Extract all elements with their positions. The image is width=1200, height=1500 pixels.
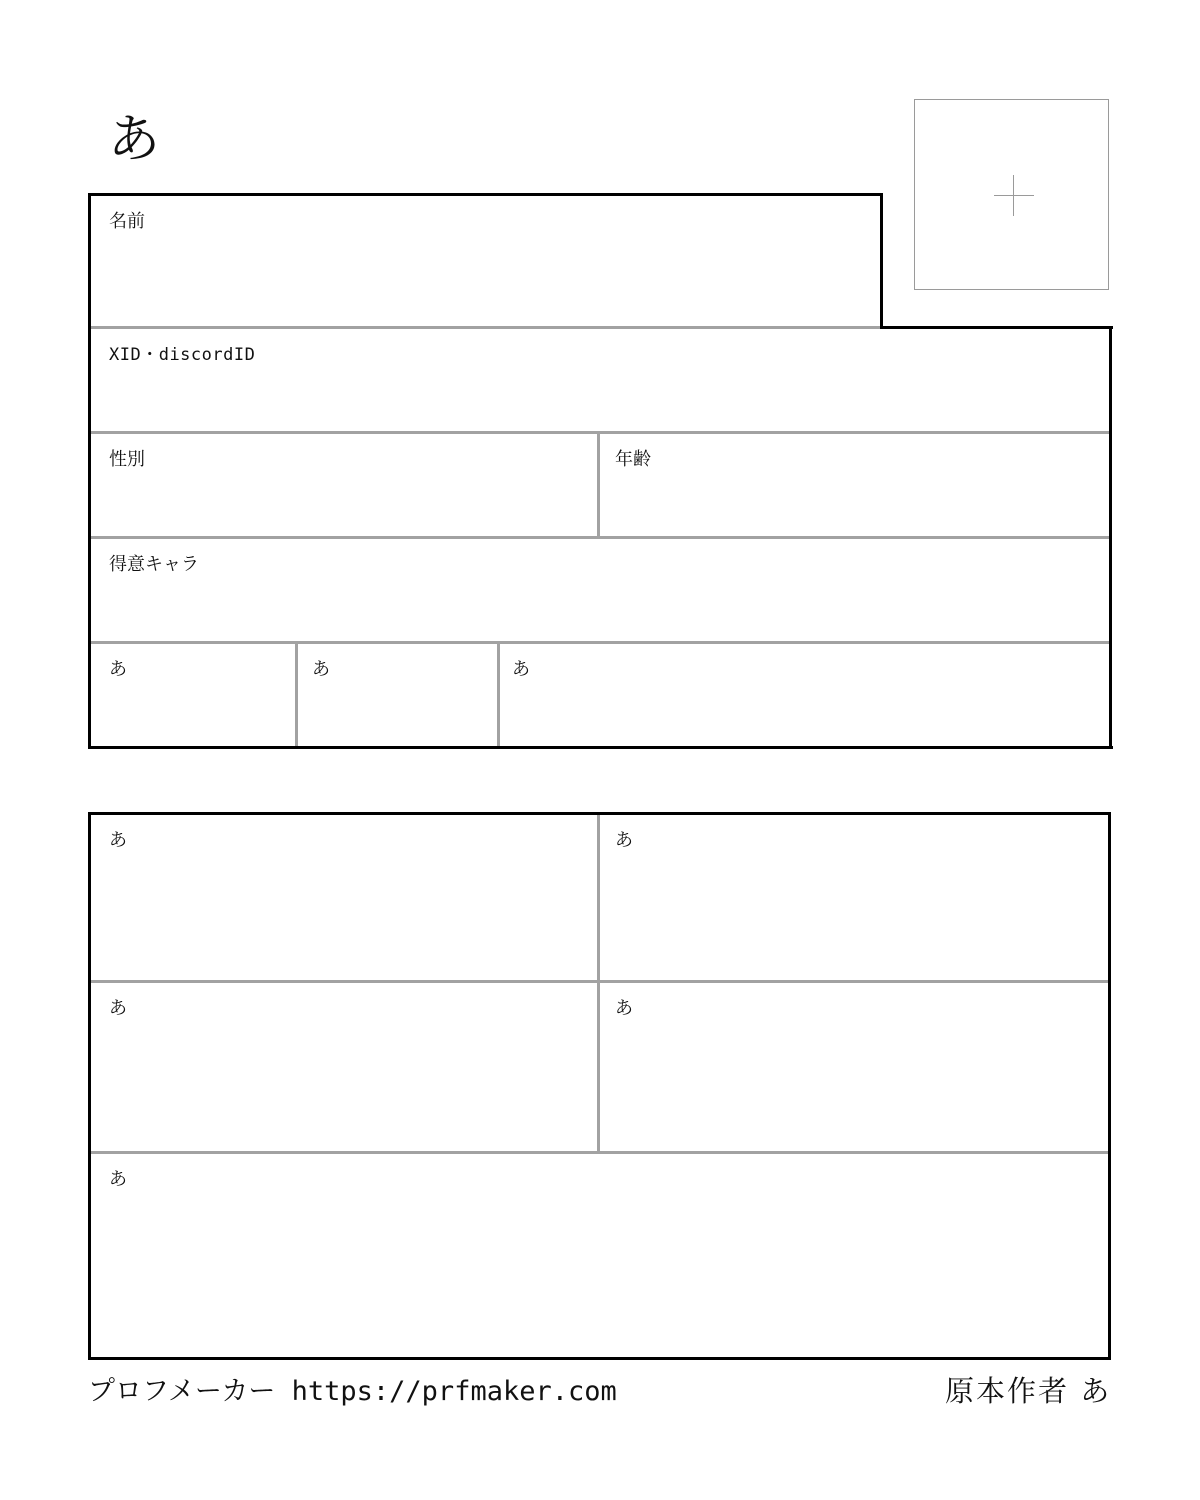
footer-author: 原本作者 あ bbox=[945, 1374, 1112, 1408]
extra-field-3[interactable] bbox=[500, 644, 1109, 746]
free-label-4: あ bbox=[615, 998, 633, 1019]
free-field-2[interactable] bbox=[600, 815, 1108, 980]
free-field-5[interactable] bbox=[91, 1154, 1108, 1357]
extra-label-1: あ bbox=[109, 659, 127, 680]
free-field-3[interactable] bbox=[91, 983, 597, 1151]
favorite-character-field[interactable] bbox=[91, 539, 1109, 641]
name-label: 名前 bbox=[109, 211, 145, 232]
free-label-3: あ bbox=[109, 998, 127, 1019]
extra-field-2[interactable] bbox=[298, 644, 497, 746]
extra-label-3: あ bbox=[512, 659, 530, 680]
name-field[interactable] bbox=[91, 196, 880, 326]
age-label: 年齢 bbox=[615, 449, 651, 470]
free-field-1[interactable] bbox=[91, 815, 597, 980]
footer-credit-link: プロフメーカー https://prfmaker.com bbox=[88, 1376, 617, 1407]
extra-field-1[interactable] bbox=[91, 644, 295, 746]
extra-label-2: あ bbox=[312, 659, 330, 680]
free-label-5: あ bbox=[109, 1169, 127, 1190]
age-field[interactable] bbox=[600, 434, 1109, 536]
gender-label: 性別 bbox=[109, 449, 145, 470]
gender-field[interactable] bbox=[91, 434, 597, 536]
free-field-4[interactable] bbox=[600, 983, 1108, 1151]
free-label-1: あ bbox=[109, 830, 127, 851]
page-title: あ bbox=[108, 110, 161, 170]
xid-discord-label: XID・discordID bbox=[109, 345, 256, 365]
free-label-2: あ bbox=[615, 830, 633, 851]
photo-upload-box[interactable] bbox=[914, 99, 1109, 290]
favorite-character-label: 得意キャラ bbox=[109, 554, 199, 575]
xid-discord-field[interactable] bbox=[91, 329, 1109, 431]
